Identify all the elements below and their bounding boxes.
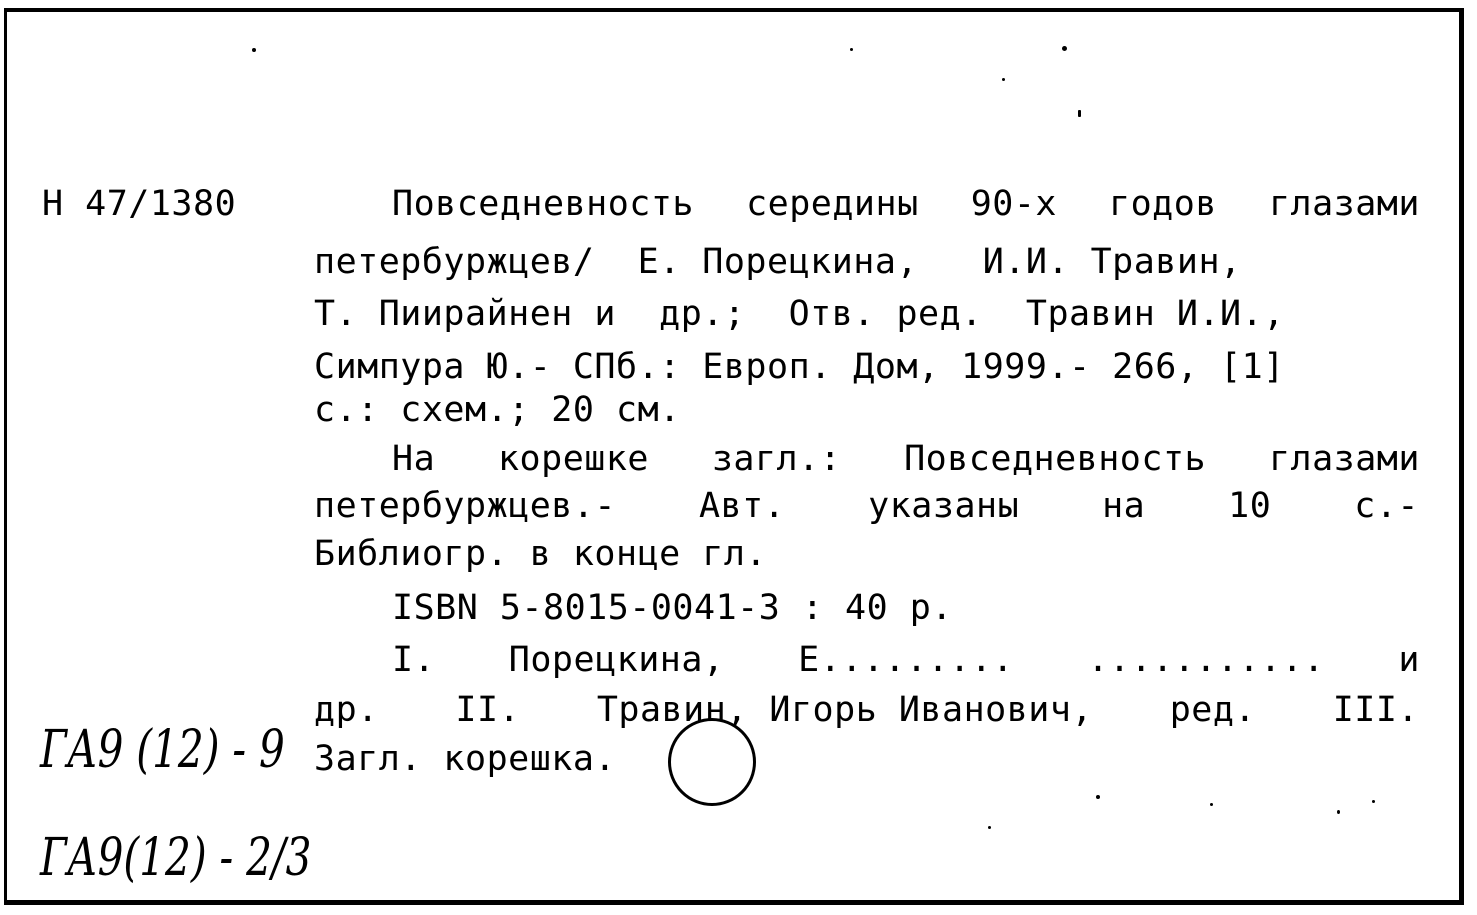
tracing-line-2: др. II. Травин, Игорь Иванович, ред. III. (314, 690, 1419, 730)
ink-circle (668, 718, 756, 806)
scan-speck (252, 48, 256, 52)
title-line-4: Симпура Ю.- СПб.: Европ. Дом, 1999.- 266, [1] (314, 347, 1285, 387)
isbn-line: ISBN 5-8015-0041-3 : 40 р. (392, 588, 953, 628)
title-line-1: Повседневность середины 90-х годов глазами (392, 184, 1420, 224)
title-line-3: Т. Пиирайнен и др.; Отв. ред. Травин И.И., (314, 294, 1285, 334)
title-line-2: петербуржцев/ Е. Порецкина, И.И. Травин, (314, 242, 1242, 282)
handwritten-classification-1: ГА9 (12) - 9 (40, 720, 285, 780)
scan-speck (1096, 795, 1100, 799)
scan-speck (1210, 803, 1213, 806)
note-line-2: петербуржцев.- Авт. указаны на 10 с.- (314, 486, 1419, 526)
handwritten-classification-2: ГА9(12) - 2/3 (40, 828, 312, 888)
tracing-line-3: Загл. корешка. (314, 739, 617, 779)
scan-speck (1062, 46, 1067, 51)
title-line-5: с.: схем.; 20 см. (314, 390, 681, 430)
scan-speck (1002, 78, 1005, 81)
scan-speck (850, 48, 853, 51)
tracing-line-1: I. Порецкина, Е......... ........... и (392, 640, 1420, 680)
scan-speck (1372, 800, 1375, 803)
scan-speck (988, 826, 991, 829)
note-line-3: Библиогр. в конце гл. (314, 534, 768, 574)
note-line-1: На корешке загл.: Повседневность глазами (392, 439, 1420, 479)
scan-speck (1078, 110, 1081, 117)
scan-speck (1337, 810, 1340, 814)
call-number: Н 47/1380 (42, 184, 237, 224)
